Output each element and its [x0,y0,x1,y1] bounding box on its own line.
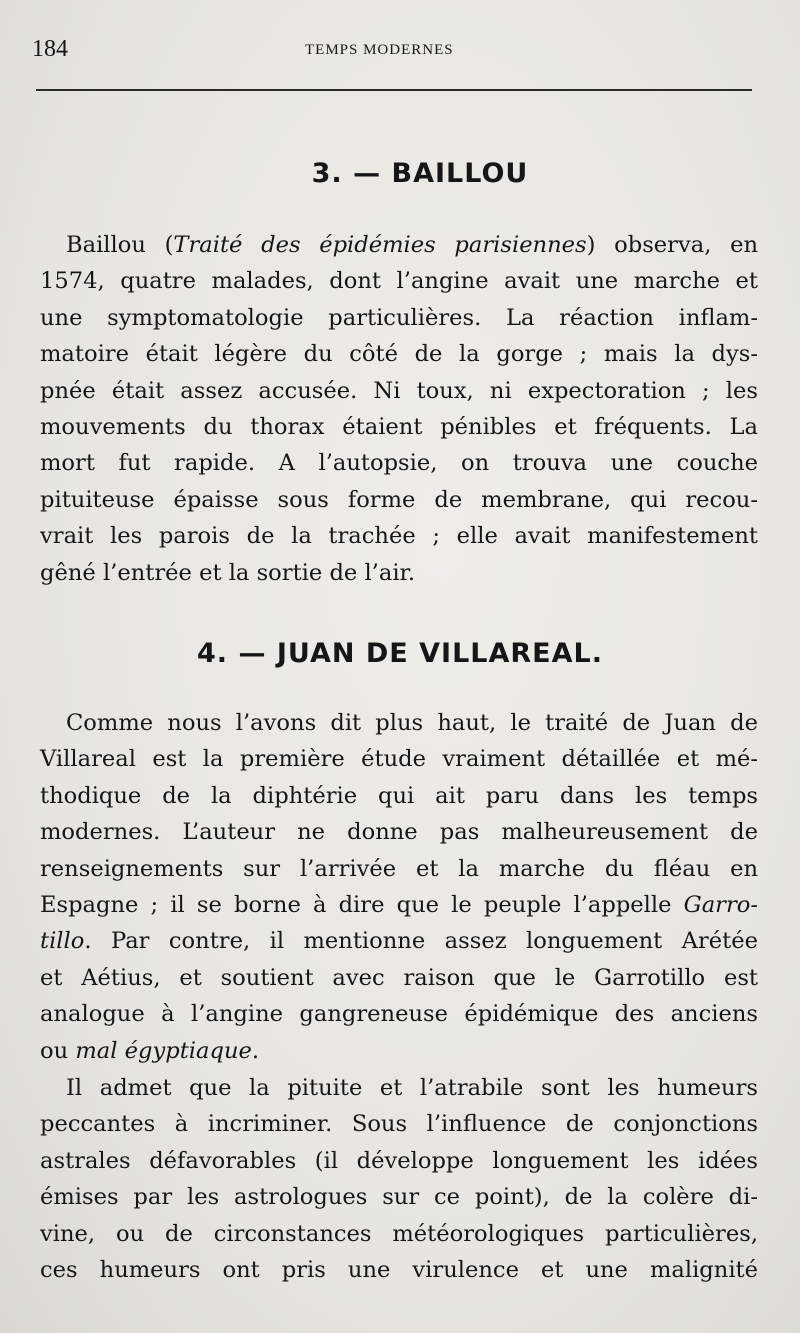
running-title: TEMPS MODERNES [305,42,454,58]
paragraph-baillou [40,227,758,591]
header-rule [36,89,752,91]
text-line: une symptomatologie particulières. La réaction inflam- [40,304,758,331]
text-line: ces humeurs ont pris une virulence et une malignité [40,1257,758,1284]
text-line: tillo. Par contre, il mentionne assez longuement Arétée [40,928,758,955]
paragraph-villareal-1 [40,705,758,1069]
text-line: thodique de la diphtérie qui ait paru dans les temps [40,782,758,809]
section-heading-villareal: 4. — JUAN DE VILLAREAL. [197,638,603,669]
text-line: pituiteuse épaisse sous forme de membrane, qui recou- [40,486,758,513]
text-line: Villareal est la première étude vraiment détaillée et mé- [40,746,758,773]
text-line: peccantes à incriminer. Sous l’influence de conjonctions [40,1111,758,1138]
paragraph-villareal-2 [40,1070,758,1288]
text-line: Il admet que la pituite et l’atrabile sont les humeurs [66,1075,758,1101]
text-line: émises par les astrologues sur ce point), de la colère di- [40,1184,758,1211]
page-number: 184 [32,36,68,62]
text-line: astrales défavorables (il développe longuement les idées [40,1147,758,1174]
section-heading-baillou: 3. — BAILLOU [311,158,529,189]
text-line: 1574, quatre malades, dont l’angine avait une marche et [40,268,758,295]
text-line: mouvements du thorax étaient pénibles et fréquents. La [40,414,758,441]
text-line: mort fut rapide. A l’autopsie, on trouva une couche [40,450,758,477]
text-line: ou mal égyptiaque. [40,1037,260,1064]
text-line: matoire était légère du côté de la gorge ; mais la dys- [40,341,758,368]
text-line: analogue à l’angine gangreneuse épidémique des anciens [40,1001,758,1028]
text-line: vrait les parois de la trachée ; elle avait manifestement [40,523,758,550]
text-line: Espagne ; il se borne à dire que le peuple l’appelle Garro- [40,892,758,919]
text-line: gêné l’entrée et la sortie de l’air. [40,559,416,586]
text-line: Comme nous l’avons dit plus haut, le traité de Juan de [66,710,758,736]
text-line: vine, ou de circonstances météorologiques particulières, [40,1220,758,1247]
text-line: modernes. L’auteur ne donne pas malheureusement de [40,819,758,846]
running-header [0,36,800,66]
text-line: et Aétius, et soutient avec raison que le Garrotillo est [40,964,758,991]
text-line: pnée était assez accusée. Ni toux, ni expectoration ; les [40,377,758,404]
text-line: Baillou (Traité des épidémies parisiennes) observa, en [66,232,758,258]
text-line: renseignements sur l’arrivée et la marche du fléau en [40,855,758,882]
